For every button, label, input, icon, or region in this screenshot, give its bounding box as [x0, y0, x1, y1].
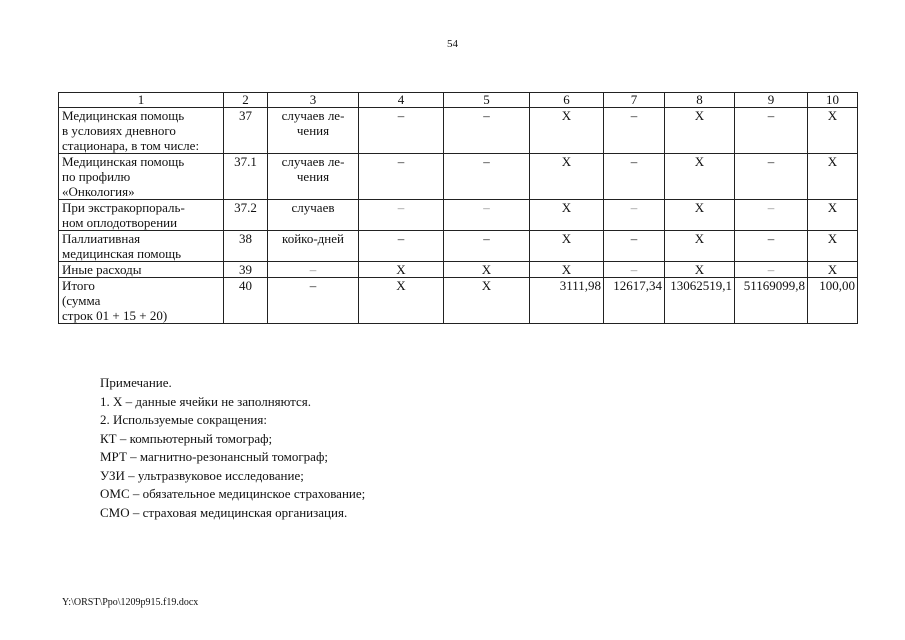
row-cell: Х	[665, 231, 735, 262]
header-cell: 2	[224, 93, 268, 108]
row-cell: 51169099,8	[735, 278, 808, 324]
table-row	[59, 108, 858, 154]
file-path-footer: Y:\ORST\Ppo\1209p915.f19.docx	[62, 597, 199, 608]
header-cell: 7	[604, 93, 665, 108]
header-cell: 10	[808, 93, 858, 108]
row-cell: Х	[359, 278, 444, 324]
table-row	[59, 154, 858, 200]
row-cell: Х	[530, 231, 604, 262]
row-cell: 3111,98	[530, 278, 604, 324]
row-cell: –	[735, 262, 808, 278]
row-unit-cell: случаев ле- чения	[268, 154, 359, 200]
header-cell: 6	[530, 93, 604, 108]
row-cell: 13062519,1	[665, 278, 735, 324]
row-unit-cell: случаев	[268, 200, 359, 231]
row-cell: Х	[530, 108, 604, 154]
row-cell: Х	[444, 262, 530, 278]
row-cell: –	[359, 200, 444, 231]
row-cell: Х	[808, 154, 858, 200]
row-cell: –	[735, 154, 808, 200]
row-unit-cell: –	[268, 278, 359, 324]
row-cell: –	[604, 262, 665, 278]
row-cell: 100,00	[808, 278, 858, 324]
row-cell: Х	[808, 200, 858, 231]
note-item: 2. Используемые сокращения:	[100, 412, 267, 427]
row-cell: –	[444, 200, 530, 231]
row-cell: Х	[808, 262, 858, 278]
table-row	[59, 262, 858, 278]
row-code-cell: 37.1	[224, 154, 268, 200]
row-cell: –	[444, 231, 530, 262]
notes-block	[100, 374, 365, 522]
header-cell: 3	[268, 93, 359, 108]
row-cell: –	[604, 231, 665, 262]
row-cell: –	[604, 108, 665, 154]
row-cell: –	[444, 108, 530, 154]
row-cell: –	[444, 154, 530, 200]
row-cell: –	[735, 108, 808, 154]
row-cell: Х	[444, 278, 530, 324]
row-code-cell: 37.2	[224, 200, 268, 231]
row-unit-cell: случаев ле- чения	[268, 108, 359, 154]
row-cell: Х	[808, 108, 858, 154]
row-cell: Х	[530, 154, 604, 200]
row-cell: Х	[665, 200, 735, 231]
abbreviation-item: СМО – страховая медицинская организация.	[100, 504, 348, 520]
row-name-cell: Паллиативная медицинская помощь	[59, 231, 224, 262]
row-cell: –	[604, 154, 665, 200]
row-cell: Х	[530, 200, 604, 231]
row-unit-cell: –	[268, 262, 359, 278]
header-cell: 9	[735, 93, 808, 108]
abbreviation-item: ОМС – обязательное медицинское страхование;	[100, 486, 366, 501]
row-cell: Х	[808, 231, 858, 262]
row-code-cell: 37	[224, 108, 268, 154]
notes-title: Примечание.	[100, 375, 172, 390]
header-cell: 4	[359, 93, 444, 108]
row-cell: –	[735, 231, 808, 262]
row-cell: –	[359, 231, 444, 262]
row-name-cell: При экстракорпораль- ном оплодотворении	[59, 200, 224, 231]
row-cell: –	[735, 200, 808, 231]
data-table	[58, 92, 858, 324]
row-name-cell: Медицинская помощь в условиях дневного стационара, в том числе:	[59, 108, 224, 154]
page-number: 54	[447, 38, 458, 50]
row-code-cell: 40	[224, 278, 268, 324]
table-row	[59, 231, 858, 262]
row-cell: Х	[530, 262, 604, 278]
row-name-cell: Медицинская помощь по профилю «Онкология»	[59, 154, 224, 200]
row-code-cell: 39	[224, 262, 268, 278]
row-name-cell: Иные расходы	[59, 262, 224, 278]
header-cell: 5	[444, 93, 530, 108]
note-item: 1. Х – данные ячейки не заполняются.	[100, 393, 312, 409]
abbreviation-item: МРТ – магнитно-резонансный томограф;	[100, 449, 328, 464]
row-cell: –	[359, 108, 444, 154]
row-code-cell: 38	[224, 231, 268, 262]
table-header-row	[59, 93, 858, 108]
row-unit-cell: койко-дней	[268, 231, 359, 262]
row-cell: Х	[665, 108, 735, 154]
header-cell: 1	[59, 93, 224, 108]
table-row	[59, 278, 858, 324]
row-cell: –	[359, 154, 444, 200]
table-row	[59, 200, 858, 231]
row-cell: 12617,34	[604, 278, 665, 324]
row-cell: –	[604, 200, 665, 231]
abbreviation-item: УЗИ – ультразвуковое исследование;	[100, 467, 304, 483]
row-cell: Х	[665, 262, 735, 278]
header-cell: 8	[665, 93, 735, 108]
row-cell: Х	[665, 154, 735, 200]
row-cell: Х	[359, 262, 444, 278]
row-name-cell: Итого (сумма строк 01 + 15 + 20)	[59, 278, 224, 324]
abbreviation-item: КТ – компьютерный томограф;	[100, 430, 273, 446]
